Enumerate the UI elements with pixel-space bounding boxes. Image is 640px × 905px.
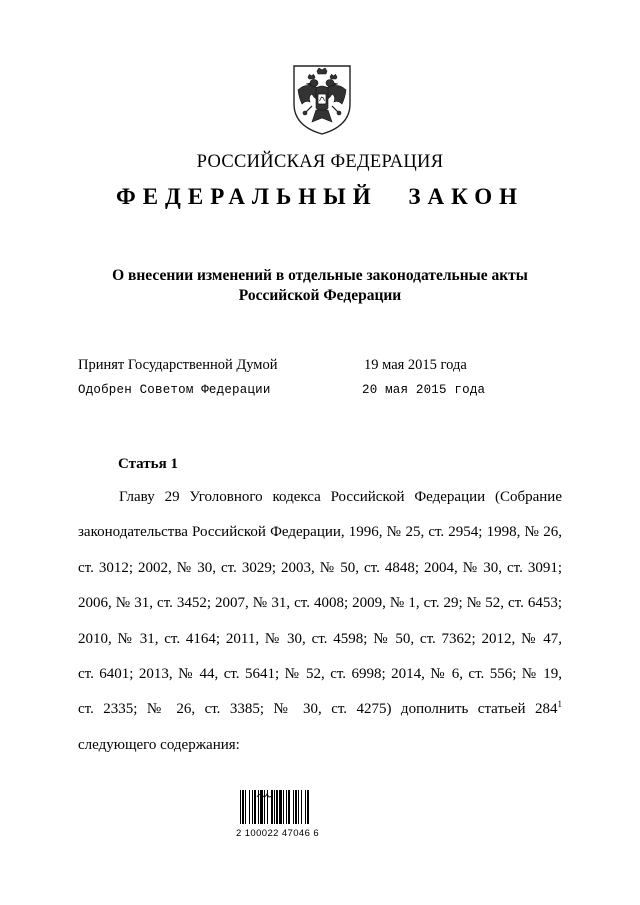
document-title-line: О внесении изменений в отдельные законодательные акты bbox=[112, 267, 528, 284]
article-body-line: ст. 3012; 2002, № 30, ст. 3029; 2003, № 50, ст. 4848; 2004, № 30, ст. 3091; bbox=[78, 560, 562, 576]
adoption-council-row bbox=[78, 383, 498, 403]
article-body-line-with-sup bbox=[78, 700, 562, 718]
document-title-line: Российской Федерации bbox=[238, 287, 402, 304]
adoption-duma-row bbox=[78, 357, 498, 377]
article-body-line: следующего содержания: bbox=[78, 737, 240, 753]
article-body-line: законодательства Российской Федерации, 1996, № 25, ст. 2954; 1998, № 26, bbox=[78, 524, 562, 540]
article-body-line-text: ст. 2335; № 26, ст. 3385; № 30, ст. 4275) дополнить статьей 284 bbox=[78, 701, 558, 717]
adoption-council-label: Одобрен Советом Федерации bbox=[78, 383, 271, 397]
barcode-icon bbox=[240, 790, 340, 850]
document-type: ФЕДЕРАЛЬНЫЙ ЗАКОН bbox=[115, 184, 525, 209]
document-title bbox=[100, 266, 540, 306]
coat-of-arms-icon bbox=[290, 60, 354, 138]
adoption-council-date: 20 мая 2015 года bbox=[362, 383, 486, 397]
article-heading: Статья 1 bbox=[118, 456, 178, 472]
article-body-line: 2006, № 31, ст. 3452; 2007, № 31, ст. 4008; 2009, № 1, ст. 29; № 52, ст. 6453; bbox=[78, 595, 562, 611]
adoption-duma-date: 19 мая 2015 года bbox=[364, 357, 467, 373]
article-body-line: Главу 29 Уголовного кодекса Российской Федерации (Собрание bbox=[119, 489, 562, 505]
article-body-line: ст. 6401; 2013, № 44, ст. 5641; № 52, ст. 6998; 2014, № 6, ст. 556; № 19, bbox=[78, 666, 562, 682]
country-name: РОССИЙСКАЯ ФЕДЕРАЦИЯ bbox=[196, 152, 444, 172]
adoption-duma-label: Принят Государственной Думой bbox=[78, 357, 278, 373]
article-body-line: 2010, № 31, ст. 4164; 2011, № 30, ст. 4598; № 50, ст. 7362; 2012, № 47, bbox=[78, 631, 562, 647]
barcode-number: 2 100022 47046 6 bbox=[236, 828, 320, 839]
article-superscript: 1 bbox=[557, 699, 562, 709]
